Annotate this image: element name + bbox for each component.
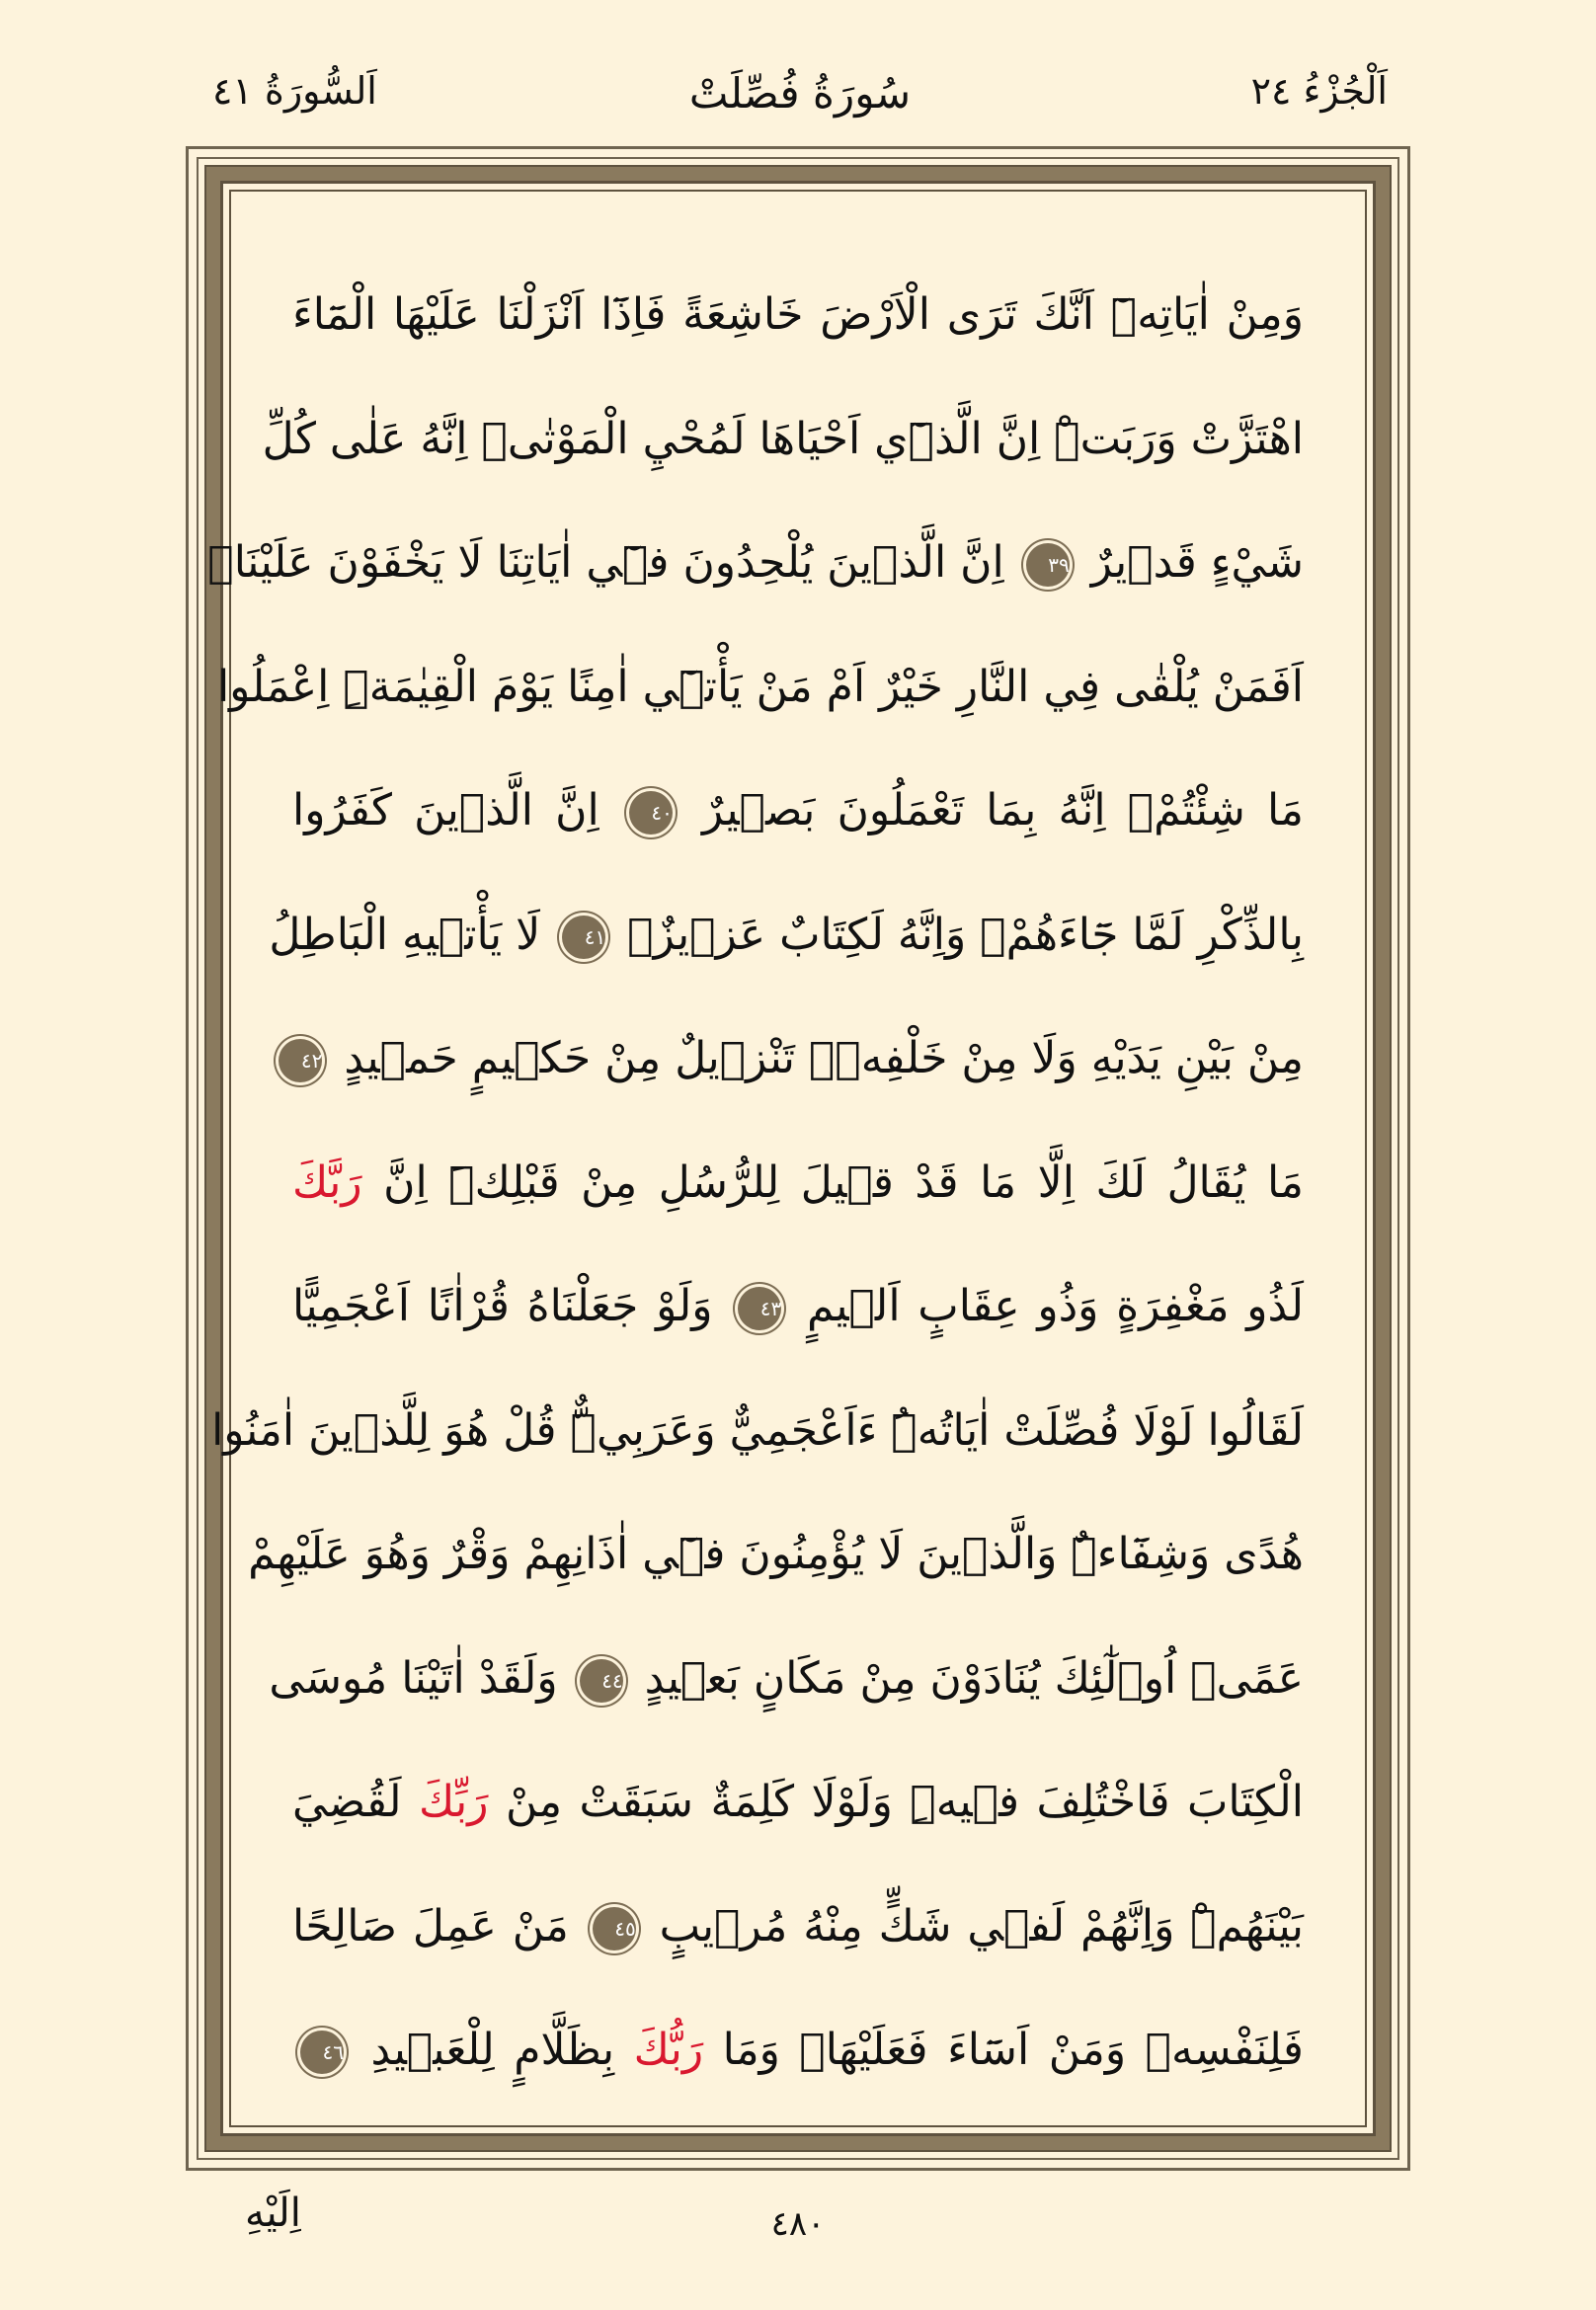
text-line <box>248 1492 1304 1617</box>
text-line <box>292 1988 1304 2112</box>
verse-text: مَا شِئْتُمْۙ اِنَّهُ بِمَا تَعْمَلُونَ بَص۪يرٌ <box>702 785 1304 836</box>
divine-name-word: رَبِّكَ <box>418 1777 489 1827</box>
verse-text: بَيْنَهُمْۜ وَاِنَّهُمْ لَف۪ي شَكٍّ مِنْهُ مُر۪يبٍ <box>659 1900 1304 1952</box>
text-line <box>269 873 1304 997</box>
page-frame <box>186 146 1410 2171</box>
text-line <box>216 625 1304 750</box>
verse-text: مِنْ بَيْنِ يَدَيْهِ وَلَا مِنْ خَلْفِه۪ۜ تَنْز۪يلٌ مِنْ حَك۪يمٍ حَم۪يدٍ <box>344 1033 1304 1083</box>
text-line <box>211 1369 1304 1493</box>
text-line <box>292 1244 1304 1369</box>
text-line <box>292 1121 1304 1245</box>
verse-text: اهْتَزَّتْ وَرَبَتْۜ اِنَّ الَّذ۪ٓي اَحْيَاهَا لَمُحْيِ الْمَوْتٰىۜ اِنَّهُ عَلٰى كُلِّ <box>262 413 1304 464</box>
text-line <box>292 1740 1304 1865</box>
ayah-number-marker: ٣٩ <box>1026 543 1070 587</box>
verse-text: اِنَّ الَّذ۪ينَ كَفَرُوا <box>292 785 599 836</box>
verse-text: عَمًىۜ اُو۬لٰٓئِكَ يُنَادَوْنَ مِنْ مَكَانٍ بَع۪يدٍ <box>644 1652 1304 1704</box>
verse-text: وَمِنْ اٰيَاتِه۪ٓ اَنَّكَ تَرَى الْاَرْضَ خَاشِعَةً فَاِذَٓا اَنْزَلْنَا عَلَيْهَا الْمَٓاءَ <box>292 289 1304 340</box>
ayah-number-marker: ٤٠ <box>629 791 673 835</box>
verse-text: فَلِنَفْسِه۪ وَمَنْ اَسَٓاءَ فَعَلَيْهَاۜ وَمَا <box>722 2025 1304 2075</box>
juz-label: اَلْجُزْءُ ٢٤ <box>1250 69 1388 113</box>
frame-border-band <box>204 165 1392 2152</box>
verse-text: وَلَوْ جَعَلْنَاهُ قُرْاٰنًا اَعْجَمِيًّا <box>292 1281 713 1331</box>
verse-text: لَا يَأْت۪يهِ الْبَاطِلُ <box>269 909 541 960</box>
text-line <box>207 501 1304 625</box>
verse-text: شَيْءٍ قَد۪يرٌ <box>1090 537 1304 588</box>
verse-text: بِظَلَّامٍ لِلْعَب۪يدِ <box>370 2025 615 2075</box>
divine-name-word: رَبُّكَ <box>633 2025 704 2075</box>
ayah-number-marker: ٤١ <box>562 916 605 959</box>
page-number: ٤٨٠ <box>770 2204 826 2244</box>
verse-text: اِنَّ الَّذ۪ينَ يُلْحِدُونَ ف۪ٓي اٰيَاتِنَا لَا يَخْفَوْنَ عَلَيْنَاۜ <box>207 537 1004 588</box>
text-line <box>292 253 1304 377</box>
ayah-number-marker: ٤٦ <box>300 2031 344 2074</box>
verse-text: هُدًى وَشِفَٓاءٌۜ وَالَّذ۪ينَ لَا يُؤْمِنُونَ ف۪ٓي اٰذَانِهِمْ وَقْرٌ وَهُوَ عَلَيْهِمْ <box>248 1529 1304 1579</box>
ayah-number-marker: ٤٤ <box>580 1659 623 1703</box>
divine-name-word: رَبَّكَ <box>292 1156 362 1208</box>
verse-text: لَذُو مَغْفِرَةٍ وَذُو عِقَابٍ اَل۪يمٍ <box>806 1281 1305 1331</box>
text-line <box>269 1617 1304 1741</box>
text-line <box>262 377 1304 502</box>
page-header <box>212 69 1388 128</box>
verse-text: لَقَالُوا لَوْلَا فُصِّلَتْ اٰيَاتُهُۜ ءَاَعْجَمِيٌّ وَعَرَبِيٌّۜ قُلْ هُوَ لِلَّذ۪ينَ اٰمَنُوا <box>211 1404 1304 1456</box>
verse-text: لَقُضِيَ <box>292 1777 402 1827</box>
ayah-number-marker: ٤٣ <box>738 1287 781 1330</box>
quran-text-area <box>207 253 1305 2075</box>
text-line <box>292 996 1304 1121</box>
verse-text: اَفَمَنْ يُلْقٰى فِي النَّارِ خَيْرٌ اَمْ مَنْ يَأْت۪ٓي اٰمِنًا يَوْمَ الْقِيٰمَةِۜ اِعْمَلُوا <box>216 661 1304 712</box>
verse-text: مَنْ عَمِلَ صَالِحًا <box>292 1900 569 1952</box>
text-line <box>292 1865 1304 1989</box>
text-panel <box>207 181 1376 2136</box>
verse-text: وَلَقَدْ اٰتَيْنَا مُوسَى <box>269 1652 558 1704</box>
verse-text: الْكِتَابَ فَاخْتُلِفَ ف۪يهِۜ وَلَوْلَا كَلِمَةٌ سَبَقَتْ مِنْ <box>505 1777 1304 1827</box>
catchword: اِلَيْهِ <box>245 2191 301 2236</box>
verse-text: بِالذِّكْرِ لَمَّا جَٓاءَهُمْۚ وَاِنَّهُ لَكِتَابٌ عَز۪يزٌۙ <box>627 909 1304 960</box>
ayah-number-marker: ٤٢ <box>279 1039 322 1082</box>
verse-text: مَا يُقَالُ لَكَ اِلَّا مَا قَدْ ق۪يلَ لِلرُّسُلِ مِنْ قَبْلِكَۜ اِنَّ <box>383 1156 1304 1208</box>
surah-title: سُورَةُ فُصِّلَتْ <box>688 69 912 118</box>
text-line <box>292 749 1304 873</box>
ayah-number-marker: ٤٥ <box>593 1907 636 1951</box>
surah-number-label: اَلسُّورَةُ ٤١ <box>212 69 377 113</box>
